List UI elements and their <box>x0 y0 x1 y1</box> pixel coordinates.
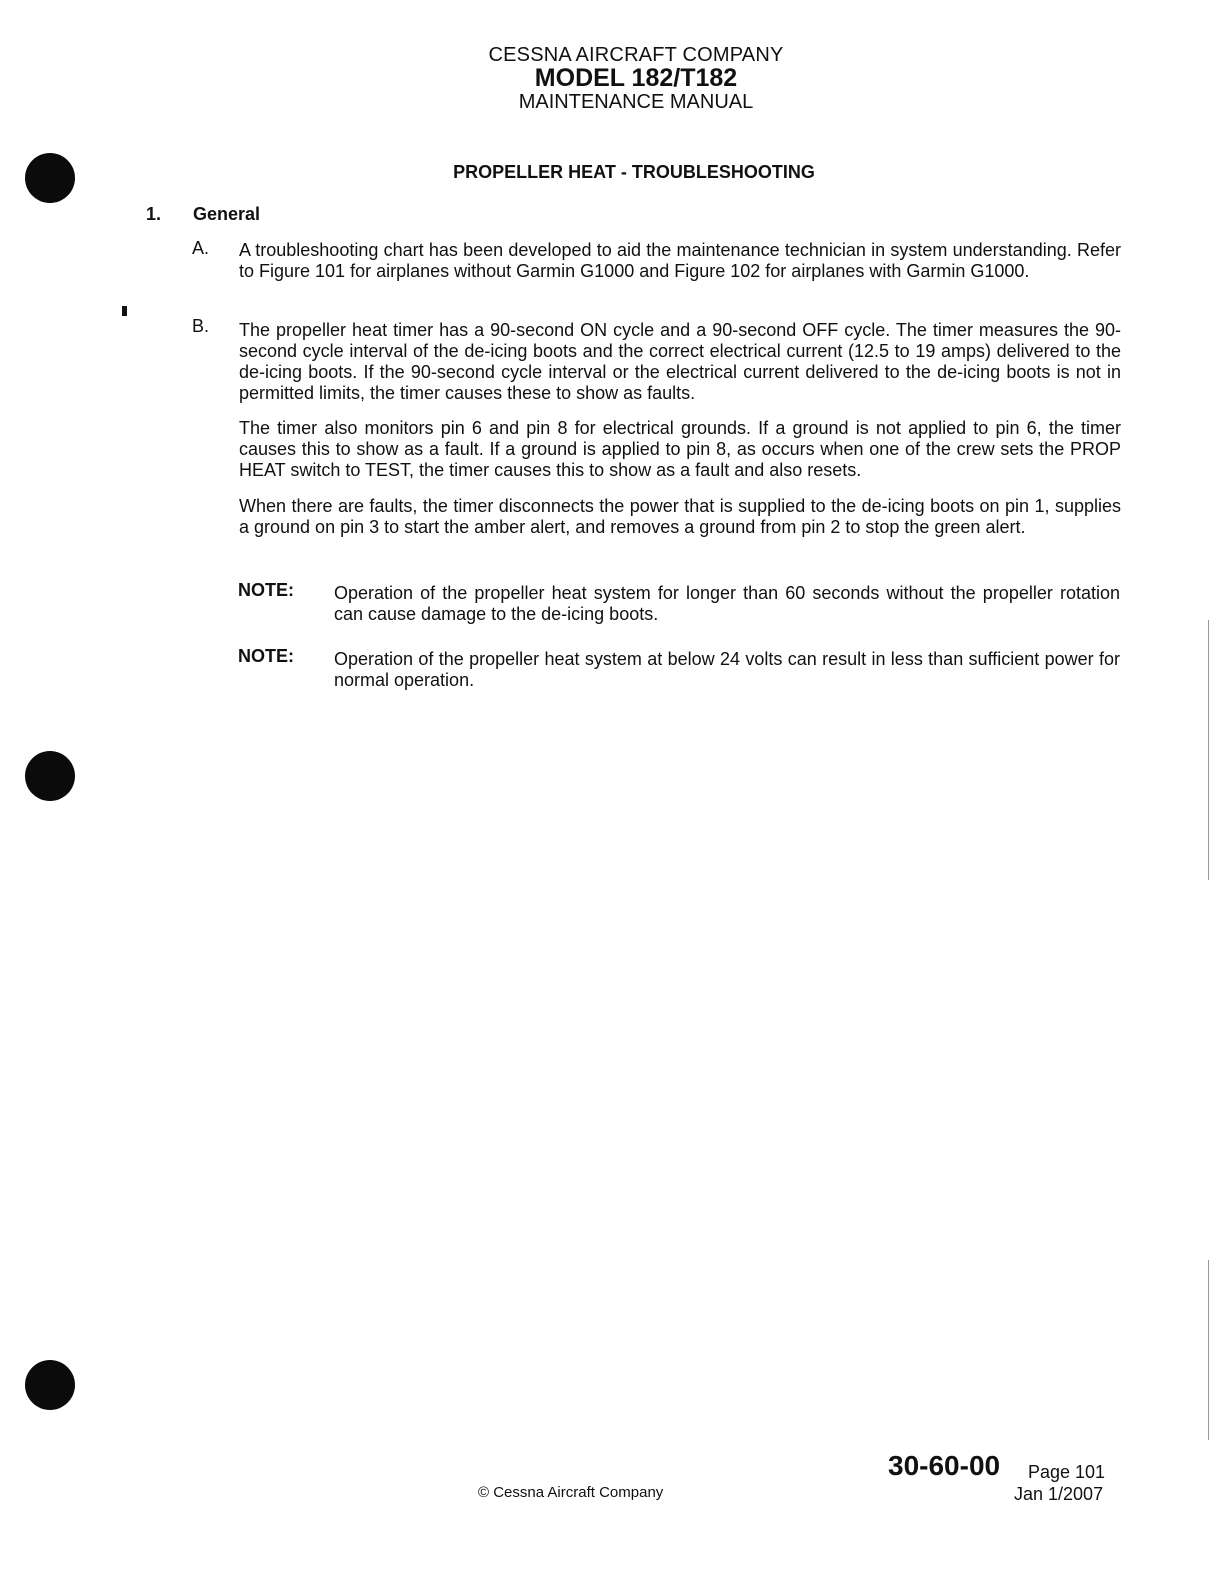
item-letter-a: A. <box>192 238 210 258</box>
note-text-2: Operation of the propeller heat system at below 24 volts can result in less than sufficient power for normal operation. <box>334 649 1120 690</box>
binder-hole-middle <box>25 751 75 801</box>
section-heading: General <box>193 204 261 224</box>
item-text-b: The propeller heat timer has a 90-second ON cycle and a 90-second OFF cycle. The timer measures the 90-second cycle interval of the de-icing boots and the correct electrical current (12.5 to 19 amps) delivered to the de-icing boots. If the 90-second cycle interval or the electrical current delivered to the de-icing boots is not in permitted limits, the timer causes these to show as faults. <box>239 320 1121 403</box>
margin-scan-line <box>1208 620 1209 880</box>
footer-date: Jan 1/2007 <box>1014 1484 1104 1504</box>
margin-scan-line <box>1208 1260 1209 1440</box>
paragraph-pin-monitoring: The timer also monitors pin 6 and pin 8 for electrical grounds. If a ground is not applied to pin 6, the timer causes this to show as a fault. If a ground is applied to pin 8, as occurs when one of the crew sets the PROP HEAT switch to TEST, the timer causes this to show as a fault and also resets. <box>239 418 1121 480</box>
binder-hole-bottom <box>25 1360 75 1410</box>
footer-copyright: © Cessna Aircraft Company <box>478 1484 664 1501</box>
note-label-1: NOTE: <box>238 580 294 600</box>
header-company: CESSNA AIRCRAFT COMPANY <box>488 44 784 66</box>
paragraph-fault-behavior: When there are faults, the timer disconnects the power that is supplied to the de-icing boots on pin 1, supplies a ground on pin 3 to start the amber alert, and removes a ground from pin 2 to stop the green alert. <box>239 496 1121 537</box>
binder-hole-top <box>25 153 75 203</box>
footer-page-number: Page 101 <box>1028 1462 1106 1482</box>
note-label-2: NOTE: <box>238 646 294 666</box>
header-manual: MAINTENANCE MANUAL <box>518 91 754 113</box>
change-bar <box>122 306 127 316</box>
note-text-1: Operation of the propeller heat system for longer than 60 seconds without the propeller rotation can cause damage to the de-icing boots. <box>334 583 1120 624</box>
section-number: 1. <box>146 204 162 224</box>
header-model: MODEL 182/T182 <box>534 64 738 92</box>
item-letter-b: B. <box>192 316 210 336</box>
footer-chapter-code: 30-60-00 <box>888 1450 1001 1481</box>
page-title: PROPELLER HEAT - TROUBLESHOOTING <box>453 162 815 182</box>
item-text-a: A troubleshooting chart has been developed to aid the maintenance technician in system understanding. Refer to Figure 101 for airplanes without Garmin G1000 and Figure 102 for airplanes with Garmin G1000. <box>239 240 1121 281</box>
